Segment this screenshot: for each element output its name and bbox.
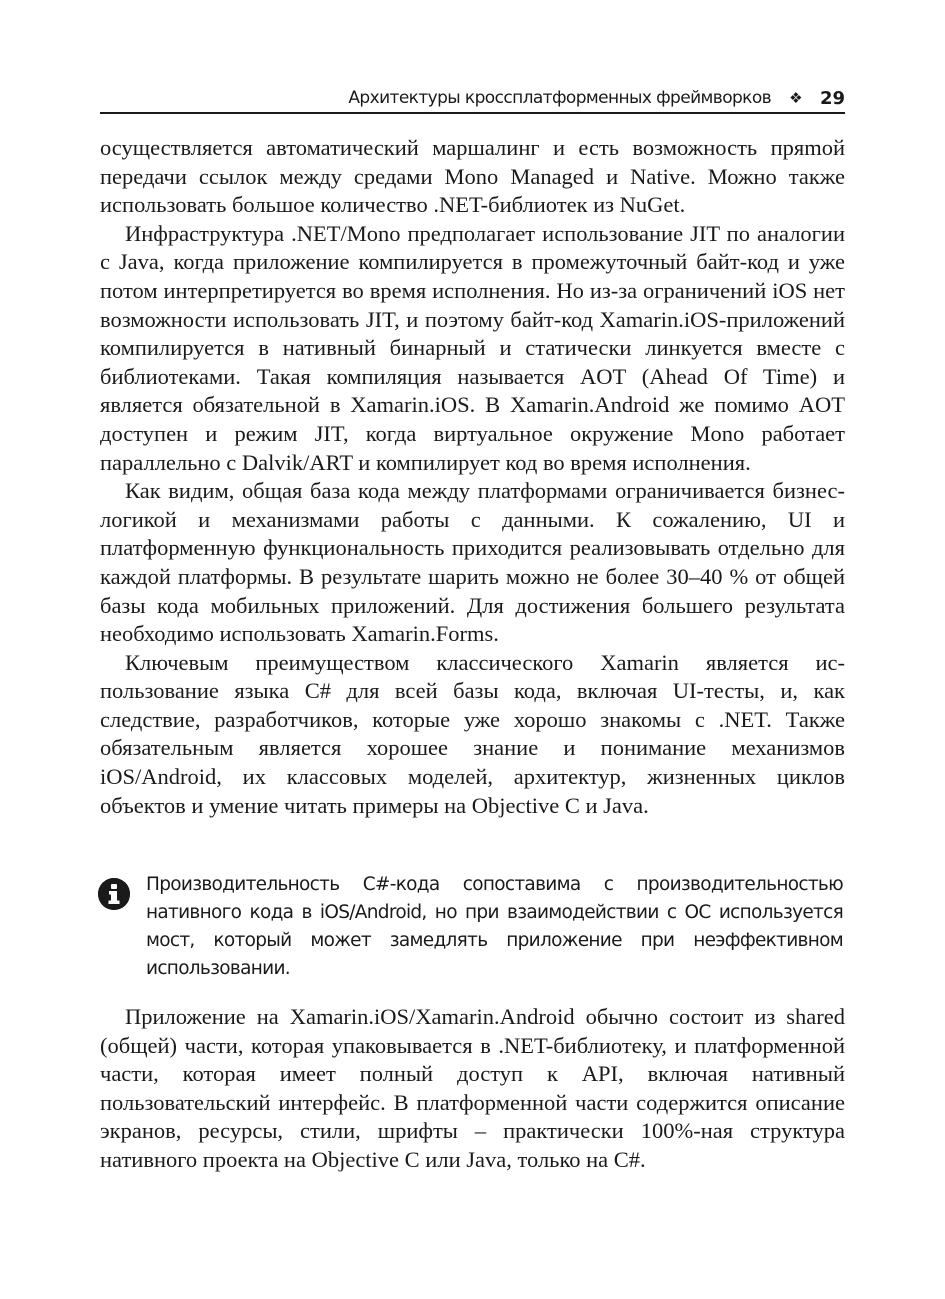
body-text	[100, 134, 845, 820]
ornament-icon: ❖	[789, 89, 802, 107]
running-header	[100, 84, 845, 112]
paragraph: осуществляется автоматический маршалинг и есть возможность пряmой передачи ссылок между средами Mono Managed и Native. Можно также использовать большое количество .NET-библиотек из NuGet.	[100, 135, 845, 218]
paragraph: Приложение на Xamarin.iOS/Xamarin.Android обычно состоит из shared (общей) части, которая упаковывается в .NET-библиотеку, и платформенной части, которая имеет полный доступ к API, включая нативный пользовательский интерфейс. В платформенной части содержится описание экранов, ресурсы, стили, шрифты – практически 100%-ная структура нативного проекта на Objective C или Java, только на C#.	[100, 1004, 845, 1172]
info-note	[98, 871, 845, 983]
note-text: Производительность C#-кода сопоставима с производительностью нативного кода в iOS/Android, но при взаимодействии с ОС используется мост, который может замедлять приложение при неэффективном использовании.	[146, 874, 843, 979]
body-text-after-note	[100, 1003, 845, 1175]
paragraph: Как видим, общая база кода между платформами ограничивается бизнес-логикой и механизмами работы с данными. К сожалению, UI и платформенную функциональность приходится реализовывать отдельно для каждой платформы. В результате шарить можно не более 30–40 % от общей базы кода мобильных приложений. Для достижения большего результата необходимо использовать Xamarin.Forms.	[100, 478, 845, 647]
info-icon-glyph	[98, 878, 130, 910]
page-number: 29	[819, 87, 845, 109]
paragraph: Ключевым преимуществом классического Xamarin является использование языка C# для всей базы кода, включая UI-тесты, и, как следствие, разработчиков, которые уже хорошо знакомы с .NET. Также обязательным является хорошее знание и понимание механизмов iOS/Android, их классовых моделей, архитектур, жизненных циклов объектов и умение читать примеры на Objective C и Java.	[100, 649, 845, 818]
running-title: Архитектуры кроссплатформенных фреймворков	[348, 88, 772, 108]
info-icon	[98, 878, 130, 910]
header-rule	[100, 112, 845, 114]
paragraph: Инфраструктура .NET/Mono предполагает использование JIT по аналогии с Java, когда приложение компилируется в промежуточный байт-код и уже потом интерпретируется во время исполнения. Но из-за ограничений iOS нет возможности использовать JIT, и поэтому байт-код Xamarin.iOS-приложений компилируется в нативный бинарный и статически линкуется вместе с библиотеками. Такая компиляция называется AOT (Ahead Of Time) и является обязательной в Xamarin.iOS. В Xamarin.Android же помимо AOT доступен и режим JIT, когда виртуальное окружение Mono работает параллельно с Dalvik/ART и компилирует код во время исполнения.	[100, 220, 845, 475]
